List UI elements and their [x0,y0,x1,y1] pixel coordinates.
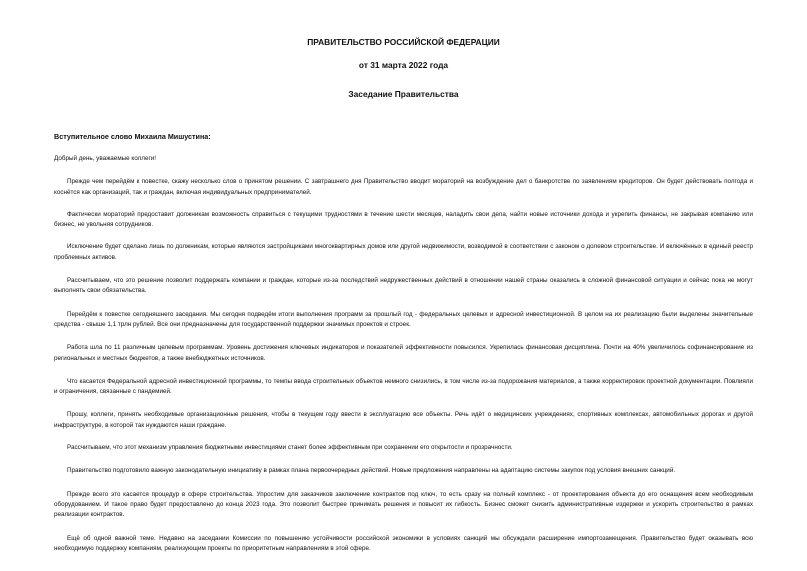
session-title: Заседание Правительства [348,89,459,99]
paragraph-import-substitution: Ещё об одной важной теме. Недавно на заседании Комиссии по повышению устойчивости российской экономики в условиях санкций мы обсуждали расширение импортозамещения. Правительство будет оказывать всю необходимую поддержку компаниям, реализующим проекты по приоритетным направлениям в этой сфере. [54,534,753,552]
paragraph-exception: Исключение будет сделано лишь по должникам, которые являются застройщиками многоквартирных домов или другой недвижимости, возводимой в соответствии с законом о долевом строительстве. И включённых в единый реестр проблемных активов. [54,243,753,261]
paragraph-request: Прошу, коллеги, принять необходимые организационные решения, чтобы в текущем году ввести в эксплуатацию все объекты. Речь идёт о медицинских учреждениях, спортивных комплексах, автомобильных дорогах и другой инфраструктуре, в которой так нуждаются наши граждане. [54,411,753,429]
paragraph-construction: Прежде всего это касается процедур в сфере строительства. Упростим для заказчиков заключение контрактов под ключ, то есть сразу на полный комплекс - от проектирования объекта до его оснащения всем необходимым оборудованием. И такое право будет предоставлено до конца 2023 года. Это позволит быстрее принимать решения и повысит их гибкость. Бизнес сможет снизить административные издержки и ускорить строительство в рамках реализации контрактов. [54,490,753,519]
paragraph-moratorium: Прежде чем перейдём к повестке, скажу несколько слов о принятом решении. С завтрашнего дня Правительство вводит мораторий на возбуждение дел о банкротстве по заявлениям кредиторов. Он будет действовать полгода и коснётся как организаций, так и граждан, включая индивидуальных предпринимателей. [54,178,753,196]
greeting-paragraph: Добрый день, уважаемые коллеги! [54,155,157,162]
paragraph-initiative: Правительство подготовило важную законодательную инициативу в рамках плана первоочередных действий. Новые предложения направлены на адаптацию системы закупок под условия внешних санкций. [67,467,676,475]
paragraph-moratorium-effect: Фактически мораторий предоставит должникам возможность справиться с текущими трудностями в течение шести месяцев, наладить свои дела, найти новые источники дохода и укрепить финансы, не закрывая компанию или бизнес, не увольняя сотрудников. [54,210,753,229]
paragraph-investment-program: Что касается Федеральной адресной инвестиционной программы, то темпы ввода строительных объектов немного снизились, в том числе из-за подорожания материалов, а также корректировок проектной документации. Повлияли и ограничения, связанные с пандемией. [54,377,753,396]
document-date: от 31 марта 2022 года [358,60,449,70]
document-title: ПРАВИТЕЛЬСТВО РОССИЙСКОЙ ФЕДЕРАЦИИ [307,37,500,47]
speaker-heading: Вступительное слово Михаила Мишустина: [54,132,211,141]
paragraph-agenda: Перейдём к повестке сегодняшнего заседания. Мы сегодня подведём итоги выполнения программ за прошлый год - федеральных целевых и адресной инвестиционной. В целом на их реализацию были выделены значительные средства - свыше 1,1 трлн рублей. Все они предназначены для государственной поддержки значимых проектов и строек. [54,310,753,328]
paragraph-mechanism: Рассчитываем, что этот механизм управления бюджетными инвестициями станет более эффективным при сохранении его открытости и прозрачности. [67,444,513,452]
paragraph-support: Рассчитываем, что это решение позволит поддержать компании и граждан, которые из-за последствий недружественных действий в отношении нашей страны оказались в сложной финансовой ситуации и сейчас пока не могут выполнять свои обязательства. [54,277,753,295]
paragraph-programs: Работа шла по 11 различным целевым программам. Уровень достижения ключевых индикаторов и показателей эффективности повысился. Укрепилась финансовая дисциплина. Почти на 40% увеличилось софинансирование из региональных и местных бюджетов, а также внебюджетных источников. [54,344,753,362]
